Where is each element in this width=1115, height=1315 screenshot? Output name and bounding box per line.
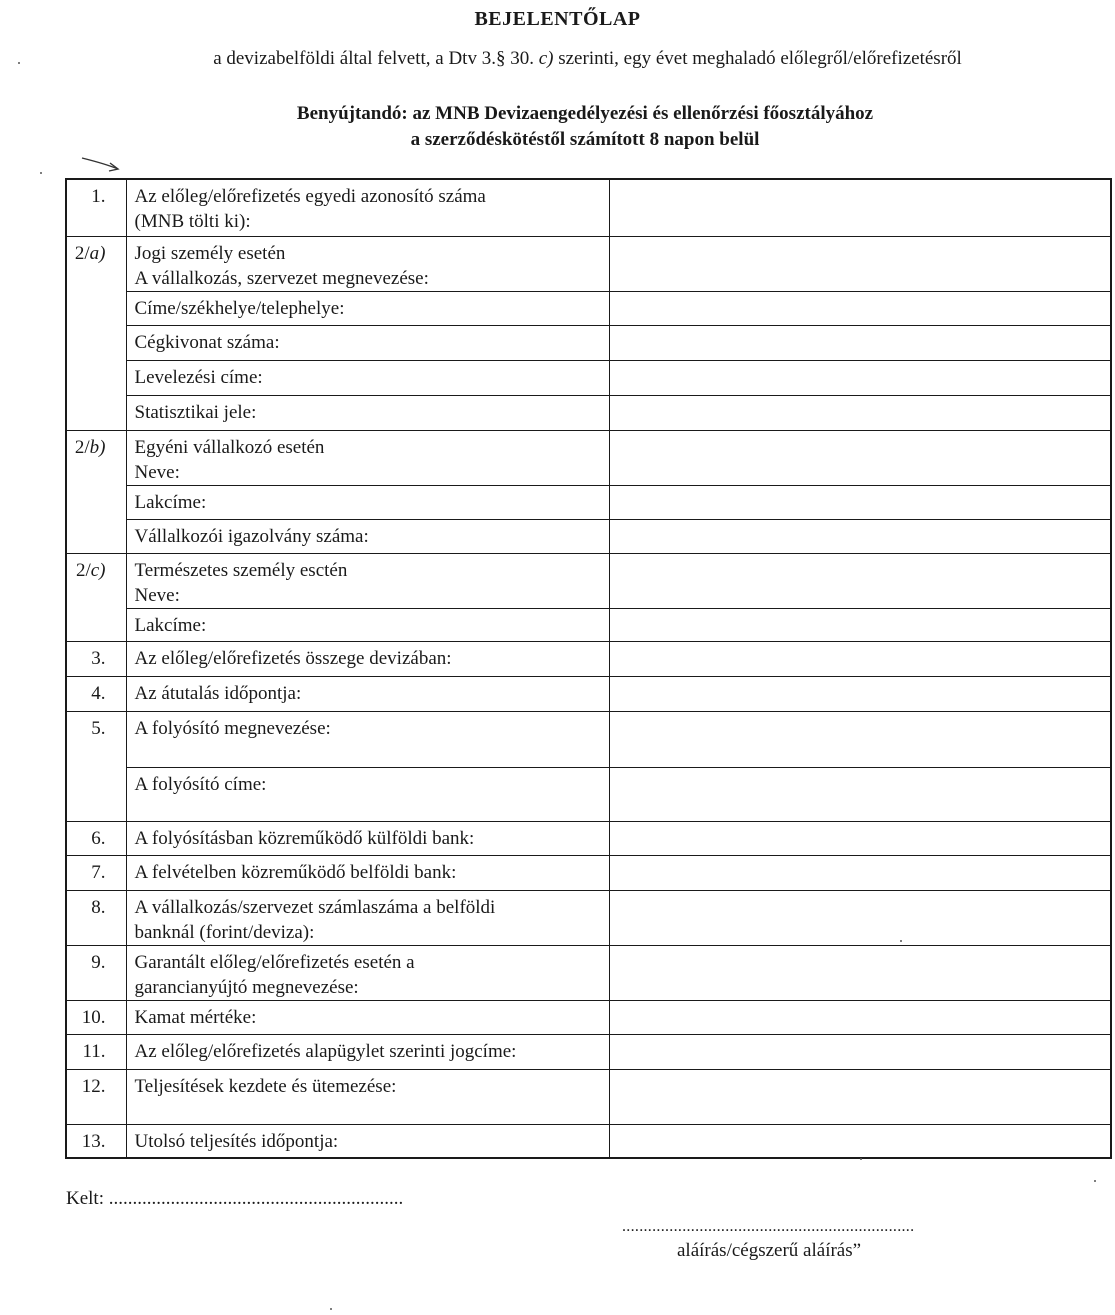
field-value-person-address[interactable] <box>609 608 1111 641</box>
table-row <box>66 179 1111 236</box>
field-value-mailing-address[interactable] <box>609 360 1111 395</box>
field-value-entrepreneur-name[interactable] <box>609 430 1111 485</box>
scan-speck <box>330 1308 332 1310</box>
table-row <box>66 855 1111 890</box>
table-row <box>66 608 1111 641</box>
row-number: 2/a) <box>66 236 126 430</box>
field-label-company-name: Jogi személy esetén A vállalkozás, szervezet megnevezése: <box>126 236 609 291</box>
table-row <box>66 325 1111 360</box>
scan-speck <box>900 940 902 942</box>
date-place-dots: .............................................................. <box>108 1188 404 1209</box>
table-row <box>66 1069 1111 1124</box>
field-label-entrepreneur-name: Egyéni vállalkozó esetén Neve: <box>126 430 609 485</box>
field-value-company-name[interactable] <box>609 236 1111 291</box>
signature-label: aláírás/cégszerű aláírás” <box>677 1240 862 1261</box>
date-place-field[interactable] <box>66 1188 403 1210</box>
table-row <box>66 430 1111 485</box>
submit-instruction-line-2: a szerződéskötéstől számított 8 napon belül <box>410 129 760 150</box>
field-label-amount: Az előleg/előrefizetés összege devizában: <box>126 641 609 676</box>
field-value-legal-title[interactable] <box>609 1034 1111 1069</box>
table-row <box>66 945 1111 1000</box>
field-value-identifier[interactable] <box>609 179 1111 236</box>
row-number: 2/c) <box>66 553 126 641</box>
field-value-account-number[interactable] <box>609 890 1111 945</box>
field-label-person-name: Természetes személy esctén Neve: <box>126 553 609 608</box>
field-value-transfer-date[interactable] <box>609 676 1111 711</box>
row-number: 10. <box>66 1000 126 1034</box>
field-label-person-address: Lakcíme: <box>126 608 609 641</box>
notification-form-table <box>65 178 1112 1159</box>
field-label-schedule: Teljesítések kezdete és ütemezése: <box>126 1069 609 1124</box>
field-value-payer-address[interactable] <box>609 767 1111 821</box>
table-row <box>66 485 1111 519</box>
field-label-payer-address: A folyósító címe: <box>126 767 609 821</box>
row-number: 3. <box>66 641 126 676</box>
handwritten-arrow-icon <box>80 152 124 174</box>
row-number: 7. <box>66 855 126 890</box>
field-label-last-payment-date: Utolsó teljesítés időpontja: <box>126 1124 609 1158</box>
field-value-registration-number[interactable] <box>609 325 1111 360</box>
signature-line[interactable]: .................................................................... <box>622 1218 915 1235</box>
field-label-interest-rate: Kamat mértéke: <box>126 1000 609 1034</box>
field-label-account-number: A vállalkozás/szervezet számlaszáma a belföldi banknál (forint/deviza): <box>126 890 609 945</box>
table-row <box>66 395 1111 430</box>
subtitle-text-2: szerinti, egy évet meghaladó előlegről/előrefizetésről <box>553 48 962 69</box>
table-row <box>66 676 1111 711</box>
field-label-address: Címe/székhelye/telephelye: <box>126 291 609 325</box>
field-value-entrepreneur-license[interactable] <box>609 519 1111 553</box>
field-value-amount[interactable] <box>609 641 1111 676</box>
row-number: 13. <box>66 1124 126 1158</box>
field-value-statistical-code[interactable] <box>609 395 1111 430</box>
field-label-domestic-bank: A felvételben közreműködő belföldi bank: <box>126 855 609 890</box>
field-label-payer-name: A folyósító megnevezése: <box>126 711 609 767</box>
field-label-foreign-bank: A folyósításban közreműködő külföldi bank: <box>126 821 609 855</box>
field-value-payer-name[interactable] <box>609 711 1111 767</box>
row-number: 12. <box>66 1069 126 1124</box>
table-row <box>66 1000 1111 1034</box>
form-subtitle <box>0 48 1115 70</box>
row-number: 5. <box>66 711 126 821</box>
field-label-mailing-address: Levelezési címe: <box>126 360 609 395</box>
field-value-domestic-bank[interactable] <box>609 855 1111 890</box>
date-place-label: Kelt: <box>66 1188 109 1209</box>
row-number: 1. <box>66 179 126 236</box>
form-title: BEJELENTŐLAP <box>474 8 641 30</box>
submit-instruction-line-1: Benyújtandó: az MNB Devizaengedélyezési és ellenőrzési főosztályához <box>296 103 874 124</box>
field-value-entrepreneur-address[interactable] <box>609 485 1111 519</box>
field-value-person-name[interactable] <box>609 553 1111 608</box>
table-row <box>66 1124 1111 1158</box>
row-number: 9. <box>66 945 126 1000</box>
field-label-registration-number: Cégkivonat száma: <box>126 325 609 360</box>
field-value-last-payment-date[interactable] <box>609 1124 1111 1158</box>
field-value-address[interactable] <box>609 291 1111 325</box>
table-row <box>66 236 1111 291</box>
table-row <box>66 767 1111 821</box>
row-number: 2/b) <box>66 430 126 553</box>
row-number: 6. <box>66 821 126 855</box>
row-number: 4. <box>66 676 126 711</box>
table-row <box>66 1034 1111 1069</box>
table-row <box>66 821 1111 855</box>
field-label-transfer-date: Az átutalás időpontja: <box>126 676 609 711</box>
field-label-entrepreneur-address: Lakcíme: <box>126 485 609 519</box>
subtitle-italic: c) <box>538 48 554 69</box>
table-row <box>66 641 1111 676</box>
scan-speck <box>1094 1180 1096 1182</box>
row-number: 11. <box>66 1034 126 1069</box>
field-value-interest-rate[interactable] <box>609 1000 1111 1034</box>
field-label-identifier: Az előleg/előrefizetés egyedi azonosító száma (MNB tölti ki): <box>126 179 609 236</box>
scan-speck <box>860 1158 862 1160</box>
subtitle-text-1: a devizabelföldi által felvett, a Dtv 3.§ 30. <box>213 48 539 69</box>
table-row <box>66 553 1111 608</box>
scan-speck <box>18 62 20 64</box>
scan-speck <box>40 172 42 174</box>
field-label-guarantor: Garantált előleg/előrefizetés esetén a garancianyújtó megnevezése: <box>126 945 609 1000</box>
field-label-entrepreneur-license: Vállalkozói igazolvány száma: <box>126 519 609 553</box>
field-value-guarantor[interactable] <box>609 945 1111 1000</box>
table-row <box>66 519 1111 553</box>
field-label-legal-title: Az előleg/előrefizetés alapügylet szerinti jogcíme: <box>126 1034 609 1069</box>
table-row <box>66 711 1111 767</box>
table-row <box>66 360 1111 395</box>
field-value-foreign-bank[interactable] <box>609 821 1111 855</box>
row-number: 8. <box>66 890 126 945</box>
field-label-statistical-code: Statisztikai jele: <box>126 395 609 430</box>
table-row <box>66 890 1111 945</box>
field-value-schedule[interactable] <box>609 1069 1111 1124</box>
table-row <box>66 291 1111 325</box>
